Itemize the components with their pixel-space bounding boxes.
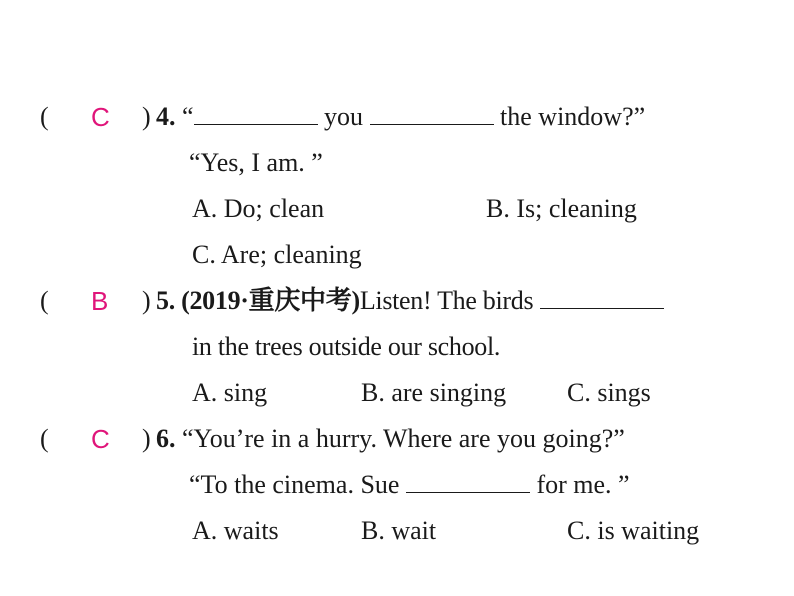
q5-stem-text: Listen! The birds — [359, 286, 540, 315]
q4-answer: C — [91, 102, 110, 132]
q4-number: 4. — [156, 102, 176, 131]
q4-paren-open: ( — [40, 102, 49, 131]
q4-stem-mid: you — [317, 102, 370, 131]
q5-stem-line2: in the trees outside our school. — [192, 332, 501, 361]
q4-option-b: B. Is; cleaning — [486, 194, 637, 223]
q6-paren-open: ( — [40, 424, 49, 453]
q5-option-c: C. sings — [567, 378, 651, 407]
q5-paren-close: ) — [142, 286, 151, 315]
q5-number: 5. — [156, 286, 175, 315]
q4-blank-1 — [194, 102, 318, 125]
q4-blank-2 — [370, 102, 494, 125]
q6-stem — [156, 424, 625, 454]
q4-paren-close: ) — [142, 102, 151, 131]
q4-stem — [156, 102, 645, 132]
q6-reply-start: “To the cinema. Sue — [189, 470, 406, 499]
q4-stem-end: the window?” — [493, 102, 646, 131]
q6-option-a: A. waits — [192, 516, 279, 545]
q5-option-b: B. are singing — [361, 378, 507, 407]
q5-blank — [540, 286, 664, 309]
q4-option-c: C. Are; cleaning — [192, 240, 362, 269]
q6-paren-close: ) — [142, 424, 151, 453]
q5-source: (2019·重庆中考) — [181, 286, 360, 315]
q4-option-a: A. Do; clean — [192, 194, 325, 223]
q5-paren-open: ( — [40, 286, 49, 315]
q5-option-a: A. sing — [192, 378, 268, 407]
q6-reply-end: for me. ” — [529, 470, 630, 499]
q6-number: 6. — [156, 424, 176, 453]
q5-answer: B — [91, 286, 109, 316]
q5-stem — [156, 286, 664, 316]
q4-stem-open: “ — [182, 102, 194, 131]
q6-reply — [189, 470, 630, 500]
q6-option-c: C. is waiting — [567, 516, 700, 545]
q6-stem-text: “You’re in a hurry. Where are you going?” — [182, 424, 625, 453]
q6-answer: C — [91, 424, 110, 454]
q4-reply: “Yes, I am. ” — [189, 148, 323, 177]
q6-blank — [406, 470, 530, 493]
q6-option-b: B. wait — [361, 516, 437, 545]
